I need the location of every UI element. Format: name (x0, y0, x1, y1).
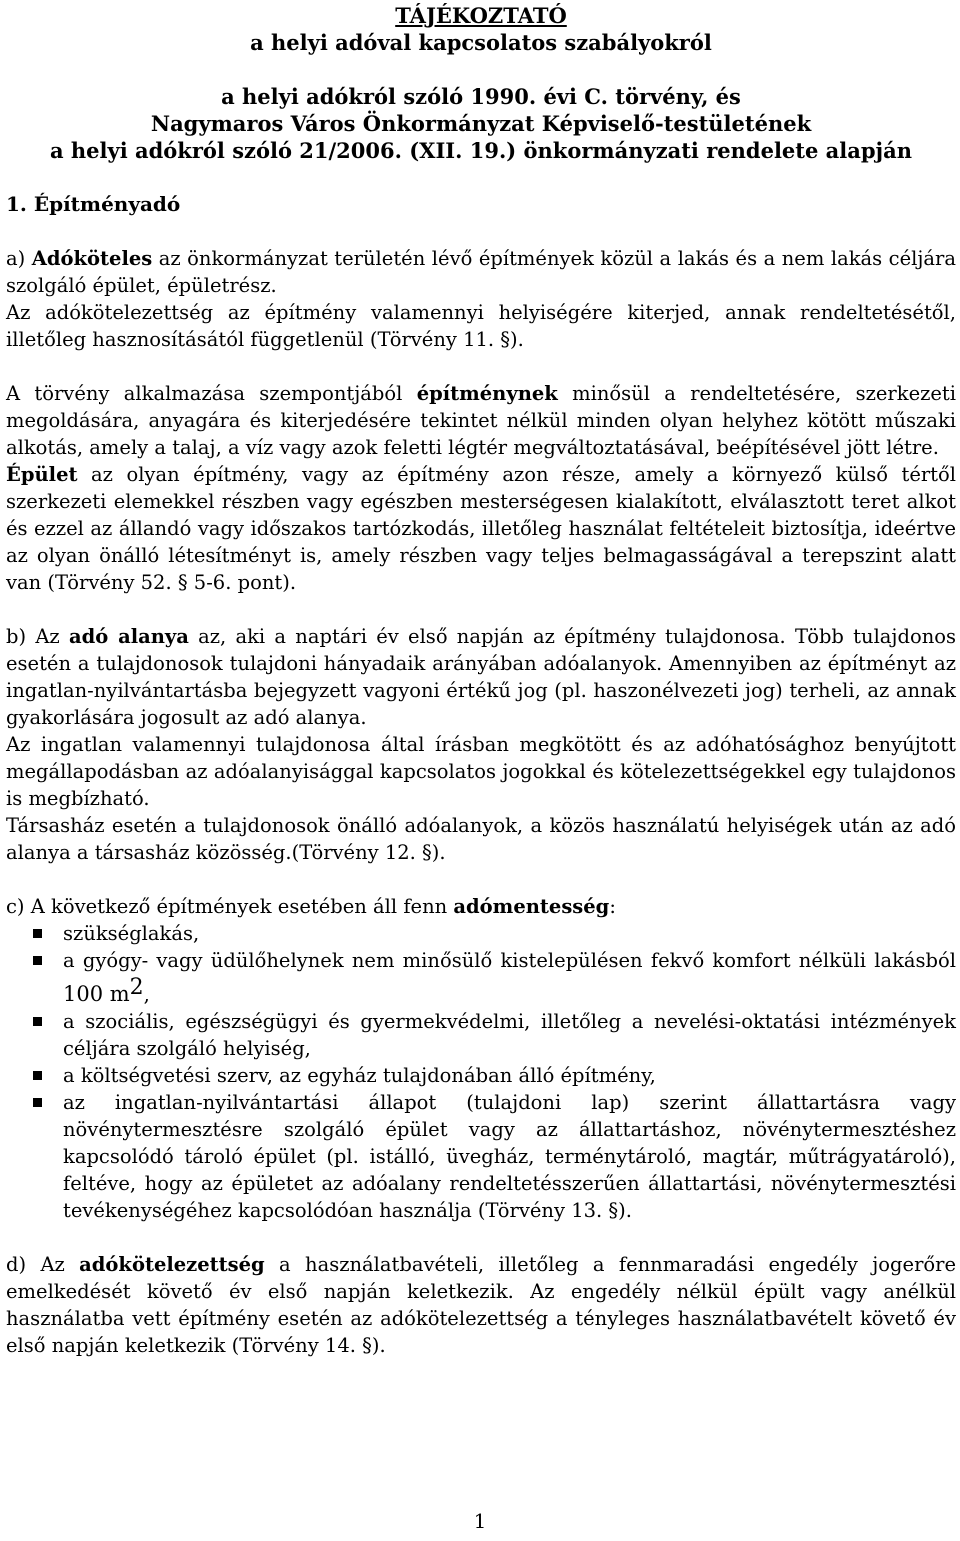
paragraph-a: a) Adóköteles az önkormányzat területén lévő építmények közül a lakás és a nem lakás céljára szolgáló épület, épületrész. (6, 247, 956, 297)
list-item: a költségvetési szerv, az egyház tulajdonában álló építmény, (6, 1062, 956, 1089)
document-page (6, 0, 956, 1359)
section-heading: 1. Építményadó (6, 192, 181, 216)
paragraph-b: b) Az adó alanya az, aki a naptári év első napján az építmény tulajdonosa. Több tulajdonos esetén a tulajdonosok tulajdoni hányadaik arányában adóalanyok. Amennyiben az építményt az ingatlan-nyilvántartásba bejegyzett vagyoni értékű jog (pl. haszonélvezeti jog) terheli, az annak gyakorlására jogosult az adó alanya. (6, 625, 957, 729)
legal-basis-line-2: Nagymaros Város Önkormányzat Képviselő-testületének (150, 111, 812, 136)
list-item: a gyógy- vagy üdülőhelynek nem minősülő kistelepülésen fekvő komfort nélküli lakásból 100 m2, (6, 947, 956, 1008)
exemption-list (6, 920, 956, 1224)
paragraph-c: c) A következő építmények esetében áll fenn adómentesség: (6, 895, 616, 918)
list-item: a szociális, egészségügyi és gyermekvédelmi, illetőleg a nevelési-oktatási intézmények céljára szolgáló helyiség, (6, 1008, 956, 1062)
document-title: TÁJÉKOZTATÓ (395, 3, 567, 28)
legal-basis-line-3: a helyi adókról szóló 21/2006. (XII. 19.) önkormányzati rendelete alapján (49, 138, 913, 163)
page-number: 1 (473, 1509, 487, 1533)
definition-building-structure: A törvény alkalmazása szempontjából építménynek minősül a rendeltetésére, szerkezeti megoldására, anyagára és kiterjedésére tekintet nélkül minden olyan helyhez kötött műszaki alkotás, amely a talaj, a víz vagy azok feletti légtér megváltoztatásával, beépítésével jött létre. (6, 382, 956, 459)
paragraph-b-agreement: Az ingatlan valamennyi tulajdonosa által írásban megkötött és az adóhatósághoz benyújtott megállapodásban az adóalanyisággal kapcsolatos jogokkal és kötelezettségekkel egy tulajdonos is megbízható. (6, 733, 956, 810)
list-item: az ingatlan-nyilvántartási állapot (tulajdoni lap) szerint állattartásra vagy növénytermesztésre szolgáló épület vagy az állattartáshoz, növénytermesztéshez kapcsolódó tároló épület (pl. istálló, üvegház, terménytároló, magtár, műtrágyatároló), feltéve, hogy az épületet az adóalany rendeltetésszerűen állattartási, növénytermesztési tevékenységéhez kapcsolódóan használja (Törvény 13. §). (6, 1089, 956, 1224)
legal-basis-line-1: a helyi adókról szóló 1990. évi C. törvény, és (221, 84, 741, 109)
paragraph-d: d) Az adókötelezettség a használatbavételi, illetőleg a fennmaradási engedély jogerőre emelkedését követő év első napján keletkezik. Az engedély nélkül épült vagy anélkül használatba vett építmény esetén az adókötelezettség a tényleges használatbavételt követő év első napján keletkezik (Törvény 14. §). (6, 1253, 956, 1357)
document-subtitle: a helyi adóval kapcsolatos szabályokról (250, 30, 712, 55)
definition-building: Épület az olyan építmény, vagy az építmény azon része, amely a környező külső tértől szerkezeti elemekkel részben vagy egészben mesterségesen kialakított, elválasztott teret alkot és ezzel az állandó vagy időszakos tartózkodás, illetőleg használat feltételeit biztosítja, ideértve az olyan önálló létesítményt is, amely részben vagy teljes belmagasságával a terepszint alatt van (Törvény 52. § 5-6. pont). (6, 463, 956, 594)
paragraph-a-scope: Az adókötelezettség az építmény valamennyi helyiségére kiterjed, annak rendeltetésétől, illetőleg hasznosításától függetlenül (Törvény 11. §). (6, 301, 956, 351)
paragraph-b-condominium: Társasház esetén a tulajdonosok önálló adóalanyok, a közös használatú helyiségek után az adó alanya a társasház közösség.(Törvény 12. §). (6, 814, 956, 864)
list-item: szükséglakás, (6, 920, 956, 947)
